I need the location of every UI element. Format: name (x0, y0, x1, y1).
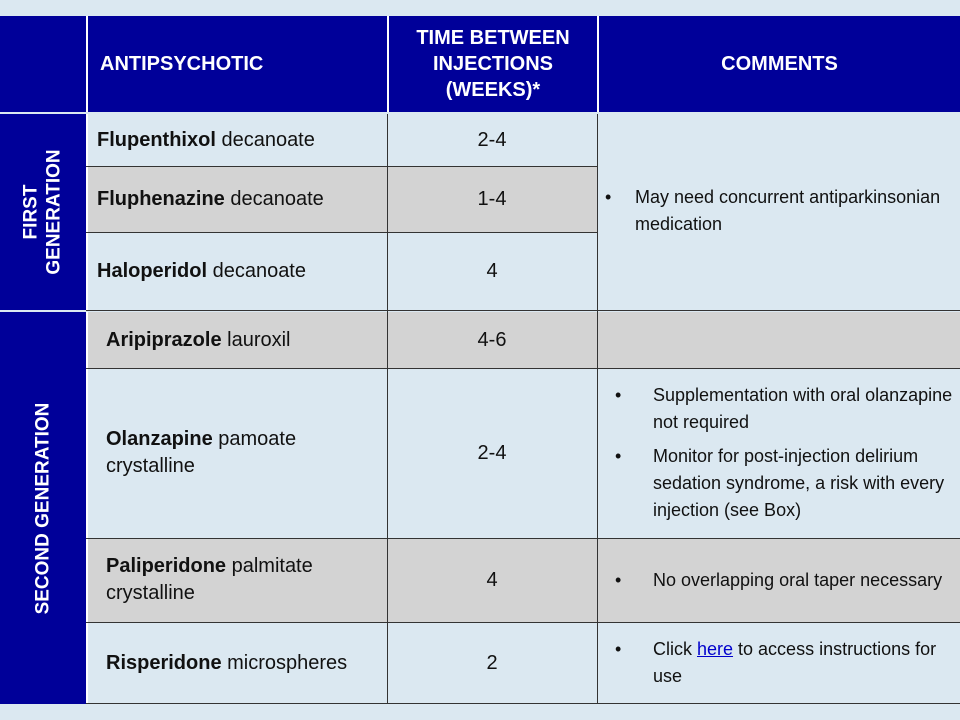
comment-paliperidone (597, 538, 960, 622)
time-haloperidol: 4 (387, 232, 597, 310)
time-risperidone: 2 (387, 622, 597, 704)
comment-olanzapine (597, 368, 960, 538)
antipsychotic-table (0, 16, 960, 704)
column-divider (597, 114, 598, 704)
header-corner (0, 16, 86, 112)
time-aripiprazole: 4-6 (387, 312, 597, 368)
instructions-link[interactable]: here (697, 639, 734, 659)
row-divider (86, 232, 597, 233)
drug-name-olanzapine: Olanzapine pamoate crystalline (86, 368, 387, 538)
time-olanzapine: 2-4 (387, 368, 597, 538)
row-divider (86, 368, 960, 369)
time-paliperidone: 4 (387, 538, 597, 622)
time-fluphenazine: 1-4 (387, 166, 597, 232)
column-divider (387, 114, 388, 704)
group-first-generation: FIRST GENERATION (0, 114, 86, 310)
row-divider (86, 703, 960, 704)
drug-name-aripiprazole: Aripiprazole lauroxil (86, 312, 387, 368)
comment-risperidone (597, 622, 960, 704)
row-divider (86, 166, 597, 167)
drug-name-flupenthixol: Flupenthixol decanoate (86, 114, 387, 166)
header-comments: COMMENTS (597, 16, 960, 112)
row-divider (86, 538, 960, 539)
comment-bullet: • No overlapping oral taper necessary (615, 569, 943, 590)
drug-name-fluphenazine: Fluphenazine decanoate (86, 166, 387, 232)
comment-aripiprazole (597, 312, 960, 368)
comment-bullet: • May need concurrent antiparkinsonian medication (605, 187, 941, 234)
group-second-generation: SECOND GENERATION (0, 312, 86, 704)
drug-name-haloperidol: Haloperidol decanoate (86, 232, 387, 310)
row-divider (86, 310, 960, 311)
comment-first-generation (597, 114, 960, 310)
drug-name-paliperidone: Paliperidone palmitate crystalline (86, 538, 387, 622)
header-antipsychotic: ANTIPSYCHOTIC (86, 16, 387, 112)
time-flupenthixol: 2-4 (387, 114, 597, 166)
drug-name-risperidone: Risperidone microspheres (86, 622, 387, 704)
comment-bullet: • Click here to access instructions for use (615, 639, 937, 686)
comment-bullet: • Monitor for post-injection delirium sedation syndrome, a risk with every injection (see Box) (615, 446, 945, 520)
row-divider (86, 622, 960, 623)
comment-bullet: • Supplementation with oral olanzapine not required (615, 385, 953, 432)
header-time-between-injections: TIME BETWEEN INJECTIONS (WEEKS)* (387, 16, 597, 112)
